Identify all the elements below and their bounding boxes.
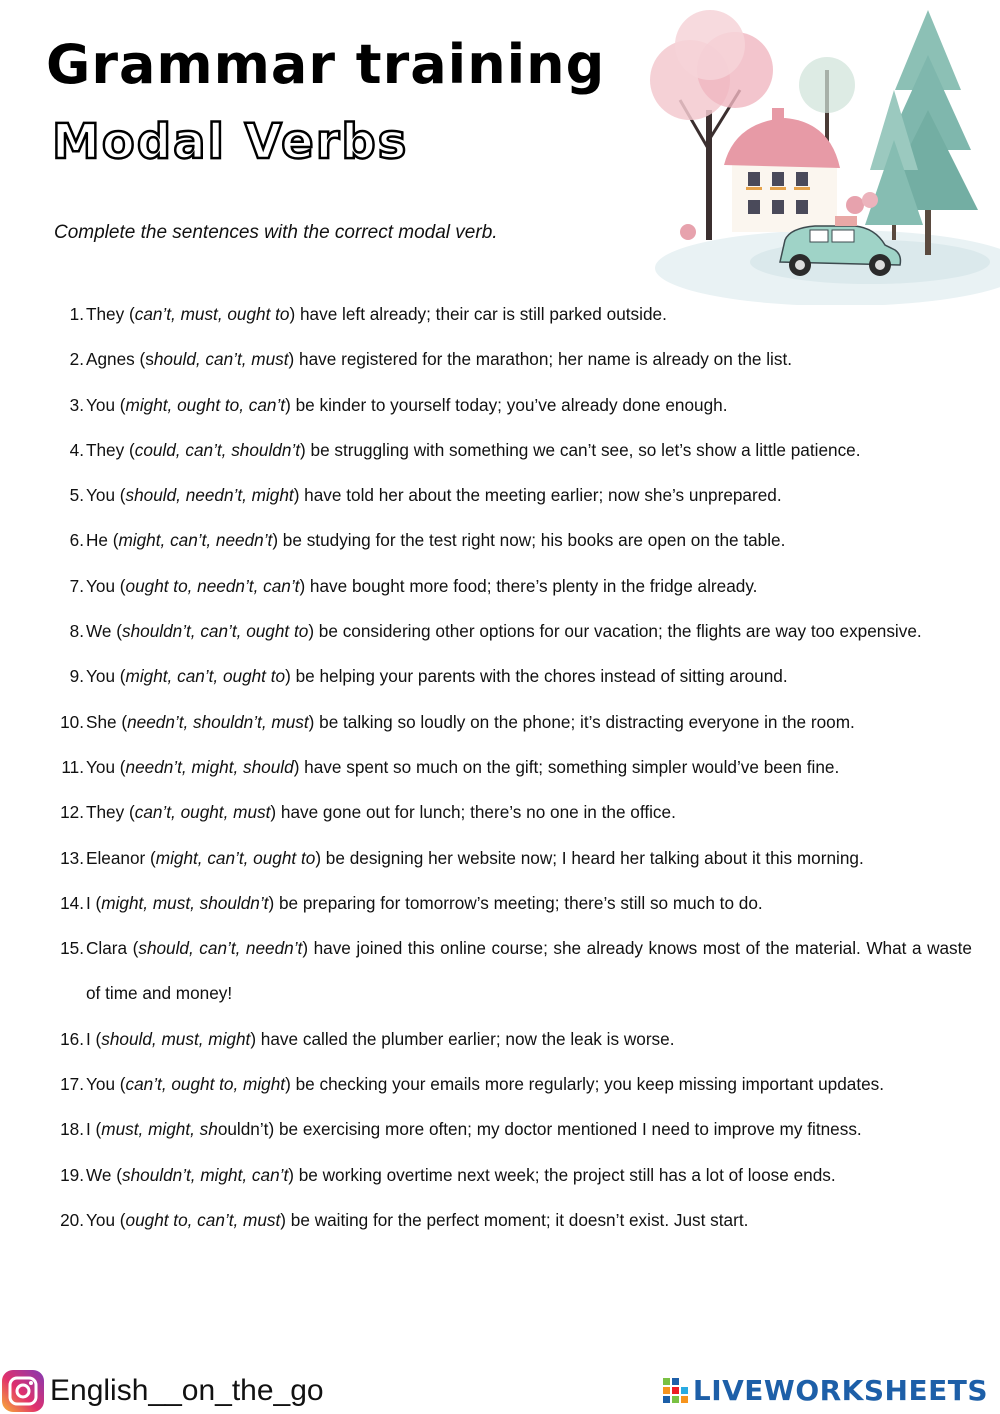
item-text: You (can’t, ought to, might) be checking your emails more regularly; you keep missing important updates. [86,1074,885,1095]
item-number: 15. [60,938,84,959]
item-text: He (might, can’t, needn’t) be studying for the test right now; his books are open on the table. [86,530,786,551]
list-item [54,1153,972,1198]
item-number: 10. [60,711,84,732]
modal-options: can’t, ought, must [134,802,271,823]
item-number: 9. [69,666,84,687]
list-item [54,700,972,745]
item-text: I (should, must, might) have called the plumber earlier; now the leak is worse. [86,1028,675,1049]
item-number: 11. [61,756,84,777]
list-item [54,1198,972,1243]
modal-options: ought to, can’t, must [125,1209,281,1230]
item-number: 5. [69,485,84,506]
modal-options: needn’t, might, should [125,756,294,777]
list-item [54,609,972,654]
item-number: 12. [60,802,84,823]
modal-options: can’t, ought to, might [125,1074,286,1095]
item-number: 4. [69,439,84,460]
item-text: You (needn’t, might, should) have spent so much on the gift; something simpler would’ve been fine. [86,756,840,777]
exercise-list [54,292,972,1243]
list-item [54,337,972,382]
item-text: I (must, might, shouldn’t) be exercising more often; my doctor mentioned I need to improve my fitness. [86,1119,862,1140]
item-text: We (shouldn’t, can’t, ought to) be considering other options for our vacation; the flights are way too expensive. [86,621,922,642]
list-item [54,473,972,518]
brand-name: LIVEWORKSHEETS [692,1374,988,1407]
house-icon [724,108,840,232]
item-text: We (shouldn’t, might, can’t) be working overtime next week; the project still has a lot of loose ends. [86,1164,836,1185]
list-item [54,790,972,835]
modal-options: might, can’t, ought to [155,847,316,868]
instagram-handle: English__on_the_go [50,1374,324,1407]
item-number: 8. [69,621,84,642]
item-number: 20. [60,1209,84,1230]
modal-options: might, can’t, needn’t [118,530,273,551]
modal-options: might, must, shouldn’t [101,892,269,913]
modal-options: should, can’t, needn’t [138,938,303,959]
item-number: 16. [60,1028,84,1049]
list-item [54,1062,972,1107]
list-item [54,926,972,1017]
modal-options: needn’t, shouldn’t, must [127,711,309,732]
modal-options: ought to, needn’t, can’t [125,575,300,596]
instagram-credit[interactable] [0,1368,324,1414]
item-text: They (can’t, must, ought to) have left already; their car is still parked outside. [86,304,667,324]
item-number: 6. [69,530,84,551]
item-text: I (might, must, shouldn’t) be preparing for tomorrow’s meeting; there’s still so much to do. [86,892,763,913]
item-text: You (should, needn’t, might) have told her about the meeting earlier; now she’s unprepared. [86,485,782,506]
list-item [54,428,972,473]
item-number: 7. [69,575,84,596]
item-text: Agnes (should, can’t, must) have registered for the marathon; her name is already on the list. [86,349,793,370]
item-number: 3. [69,394,84,415]
modal-options: might, ought to, can’t [125,394,286,415]
instagram-icon [0,1368,46,1414]
list-item [54,881,972,926]
modal-options: must, might, sh [101,1119,218,1140]
item-number: 2. [69,349,84,370]
modal-options: should, needn’t, might [125,485,294,506]
list-item [54,654,972,699]
item-number: 13. [60,847,84,868]
modal-options: might, can’t, ought to [125,666,286,687]
list-item [54,383,972,428]
item-text: They (can’t, ought, must) have gone out for lunch; there’s no one in the office. [86,802,676,823]
item-number: 17. [60,1074,84,1095]
liveworksheets-logo-icon [663,1378,689,1404]
modal-options: could, can’t, shouldn’t [134,439,301,460]
page-subtitle: Modal Verbs [52,114,409,170]
item-number: 19. [60,1164,84,1185]
item-text: She (needn’t, shouldn’t, must) be talking so loudly on the phone; it’s distracting everyone in the room. [86,711,855,732]
item-text: You (ought to, can’t, must) be waiting for the perfect moment; it doesn’t exist. Just start. [86,1209,749,1230]
winter-house-illustration [640,0,1000,305]
list-item [54,518,972,563]
item-text: You (ought to, needn’t, can’t) have bought more food; there’s plenty in the fridge already. [86,575,758,596]
item-number: 14. [60,892,84,913]
list-item [54,836,972,881]
modal-options: can’t, must, ought to [134,304,290,324]
item-text: They (could, can’t, shouldn’t) be struggling with something we can’t see, so let’s show a little patience. [86,439,861,460]
list-item [54,1107,972,1152]
item-number: 1. [69,304,84,324]
item-text: You (might, ought to, can’t) be kinder to yourself today; you’ve already done enough. [86,394,728,415]
modal-options: shouldn’t, can’t, ought to [121,621,309,642]
list-item [54,292,972,337]
item-text: You (might, can’t, ought to) be helping your parents with the chores instead of sitting around. [86,666,788,687]
modal-options: should, must, might [101,1028,251,1049]
instruction-text: Complete the sentences with the correct modal verb. [54,222,498,243]
modal-options: shouldn’t, might, can’t [121,1164,289,1185]
list-item [54,564,972,609]
modal-options: hould, can’t, must [153,349,289,370]
item-number: 18. [60,1119,84,1140]
item-text: Eleanor (might, can’t, ought to) be designing her website now; I heard her talking about it this morning. [86,847,864,868]
page-title: Grammar training [46,33,606,96]
list-item [54,1017,972,1062]
item-text: Clara (should, can’t, needn’t) have joined this online course; she already knows most of the material. What a waste of time and money! [86,938,972,1004]
liveworksheets-brand[interactable] [663,1374,988,1407]
list-item [54,745,972,790]
evergreen-tree-icon [865,10,978,255]
